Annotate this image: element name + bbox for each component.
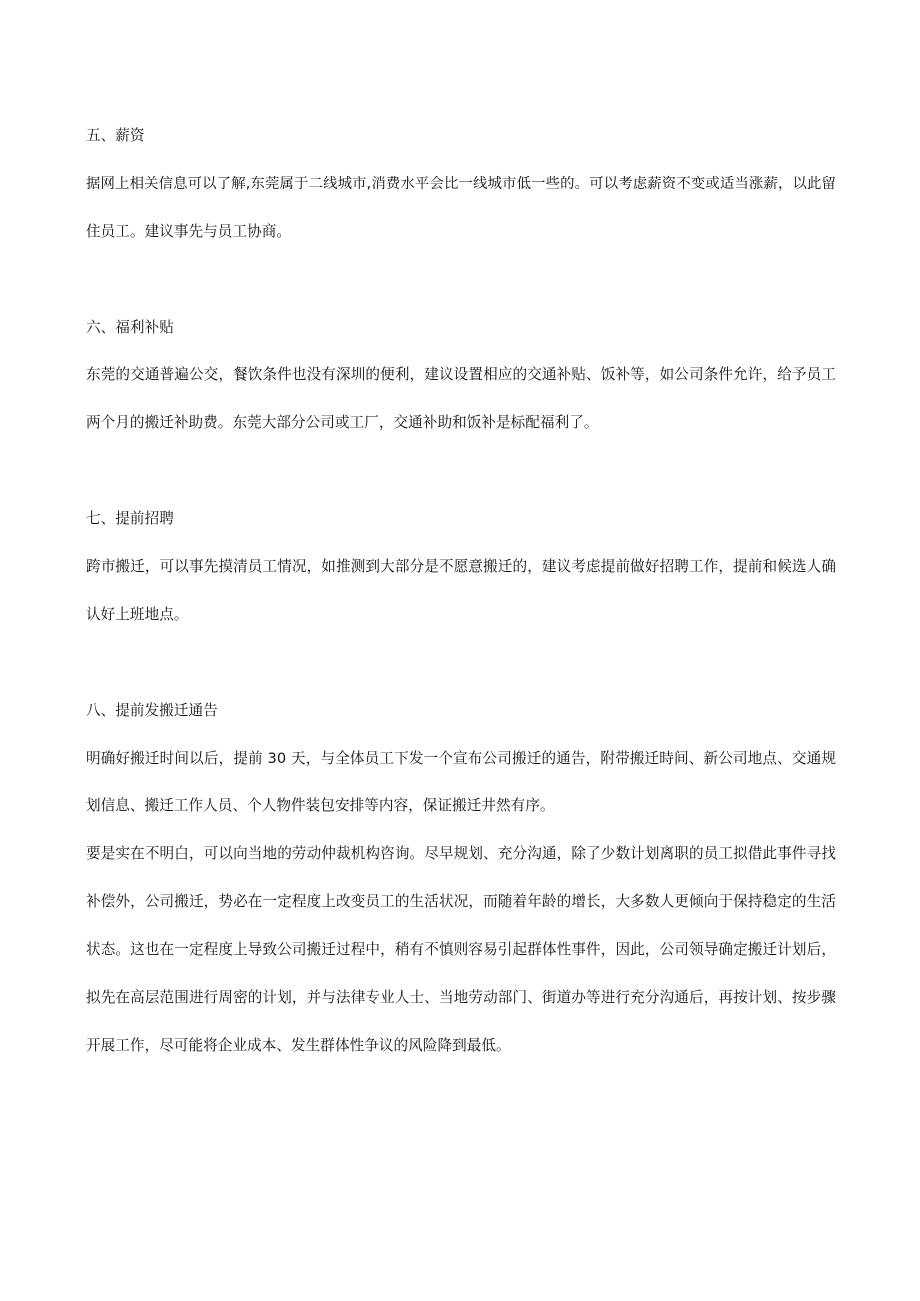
paragraph-line: 跨市搬迁，可以事先摸清员工情况，如推测到大部分是不愿意搬迁的，建议考虑提前做好招聘工作，提前和候选人确: [86, 558, 836, 575]
paragraph-line: 状态。这也在一定程度上导致公司搬迁过程中，稍有不慎则容易引起群体性事件，因此，公司领导确定搬迁计划后，: [86, 941, 836, 958]
paragraph-line: 拟先在高层范围进行周密的计划，并与法律专业人士、当地劳动部门、街道办等进行充分沟通后，再按计划、按步骤: [86, 989, 836, 1006]
paragraph-line: 划信息、搬迁工作人员、个人物件装包安排等内容，保证搬迁井然有序。: [86, 797, 555, 814]
section-heading: 六、福利补贴: [86, 319, 174, 336]
paragraph-line: 补偿外，公司搬迁，势必在一定程度上改变员工的生活状况，而随着年龄的增长，大多数人更倾向于保持稳定的生活: [86, 893, 836, 910]
paragraph-line: 明确好搬迁时间以后，提前 30 天，与全体员工下发一个宣布公司搬迁的通告，附带搬迁時间、新公司地点、交通规: [86, 750, 836, 767]
paragraph-line: 住员工。建议事先与员工协商。: [86, 223, 292, 240]
paragraph-line: 东莞的交通普遍公交，餐饮条件也没有深圳的便利，建议设置相应的交通补贴、饭补等，如公司条件允许，给予员工: [86, 366, 836, 383]
section-heading: 五、薪资: [86, 127, 145, 144]
section-heading: 八、提前发搬迁通告: [86, 702, 218, 719]
paragraph-line: 据网上相关信息可以了解,东莞属于二线城市,消费水平会比一线城市低一些的。可以考虑薪资不变或适当涨薪，以此留: [86, 176, 836, 192]
paragraph-line: 两个月的搬迁补助费。东莞大部分公司或工厂，交通补助和饭补是标配福利了。: [86, 414, 599, 431]
paragraph-line: 开展工作，尽可能将企业成本、发生群体性争议的风险降到最低。: [86, 1037, 511, 1054]
paragraph-line: 要是实在不明白，可以向当地的劳动仲裁机构咨询。尽早规划、充分沟通，除了少数计划离职的员工拟借此事件寻找: [86, 845, 836, 862]
section-heading: 七、提前招聘: [86, 510, 174, 527]
paragraph-line: 认好上班地点。: [86, 606, 189, 623]
